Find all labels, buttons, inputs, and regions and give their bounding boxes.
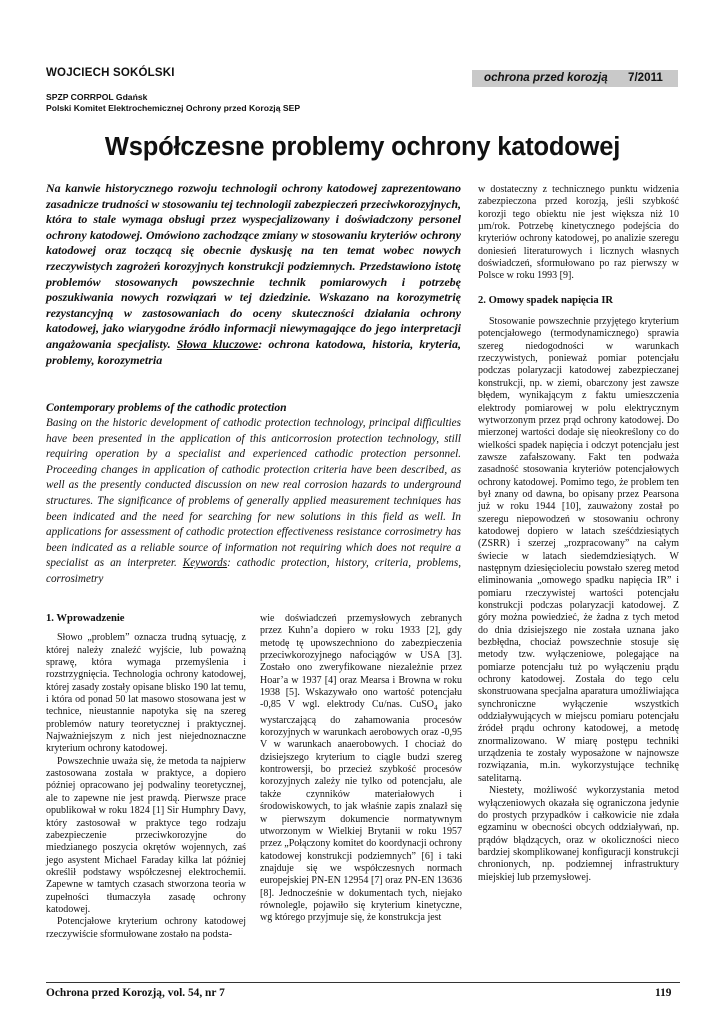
abstract-english-title: Contemporary problems of the cathodic protection xyxy=(46,401,287,414)
section-heading-introduction: 1. Wprowadzenie xyxy=(46,613,125,624)
paragraph: Potencjałowe kryterium ochrony katodowej rzeczywiście sformułowane zostało na podsta- xyxy=(46,916,246,940)
paragraph-part: wie doświadczeń przemysłowych zebranych przez Kuhn’a dopiero w roku 1933 [2], gdy metodę tę upowszechniono do zabezpieczenia przeciwkorozyjnego nafociągów w USA [3]. Zostało ono zweryfikowane niezależnie przez Hoar’a w 1937 [4] oraz Mearsa i Browna w roku 1938 [5]. Wskazywało ono wartość potencjału -0,85 V wgl. elektrody Cu/nas. CuSO xyxy=(260,613,462,711)
body-column-3 xyxy=(478,184,679,884)
subscript: 4 xyxy=(434,704,438,713)
paragraph: Stosowanie powszechnie przyjętego kryterium potencjałowego (termodynamicznego) sprawia szereg niedogodności w warunkach rzeczywistych, ponieważ pomiar potencjału podczas polaryzacji katodowej zabezpieczanej konstrukcji, np. w ziemi, obarczony jest zawsze błędem, wynikającym z faktu umieszczenia elektrody pomiarowej w polu elektrycznym wytworzonym przez prąd ochrony katodowej. Do mierzonej wartości dodaje się nieokreślony co do wielkości spadek napięcia i odczyt potencjału jest zawsze zafałszowany. Fakt ten podważa zasadność stosowania kryteriów potencjałowych ochrony katodowej. Pomimo tego, że problem ten był znany od dawna, bo opisany przez Pearsona już w roku 1944 [10], zauważony został po szeregu niepowodzeń w stosowaniu ochrony katodowej dopiero w latach sześćdziesiątych (ZSRR) i szerzej „rozpracowany” na całym świecie w latach siedemdziesiątych. W następnym dziesięcioleciu powstało szereg metod eliminowania „omowego spadku napięcia IR” i pomiaru rzeczywistej wartości potencjału konstrukcji podczas polaryzacji katodowej. Z góry można powiedzieć, że żadna z tych metod do dnia dzisiejszego nie została uznana jako bezbłędna, chociaż powszechnie stosuje się metody tzw. wyłączeniowe, polegające na pomiarze potencjału tuż po wyłączeniu prądu ochrony katodowej. Została do tego celu skonstruowana specjalna aparatura umożliwiająca synchroniczne wyłączenie wszystkich oddziaływujących w miejscu pomiaru potencjału źródeł prądu ochrony katodowej, a metodę znormalizowano. W miarę postępu techniki urządzenia te zostały wyposażone w najnowsze rozwiązania, m.in. wykorzystujące technikę satelitarną. xyxy=(478,316,679,784)
paragraph xyxy=(260,613,462,925)
paragraph-part: jako wystarczającą do zahamowania procesów korozyjnych w warunkach aerobowych oraz -0,95 V w warunkach anaerobowych. I chociaż do dzisiejszego kryterium to ciągle budzi szereg kontrowersji, bo przecież szybkość procesów korozyjnych zależy nie tylko od potencjału, ale także czynników materiałowych i środowiskowych, to jak właśnie zapis znalazł się w pierwszym dokumencie normatywnym utworzonym w Wielkiej Brytanii w roku 1957 przez „Połączony komitet do koordynacji ochrony katodowej konstrukcji podziemnych” [6] i taki znajduje się we współczesnych normach europejskiej PN-EN 12954 [7] oraz PN-EN 13636 [8]. Jednocześnie w dokumentach tych, niejako równolegle, pojawiło się kryterium kinetyczne, wg którego przyjmuje się, że konstrukcja jest xyxy=(260,699,462,924)
footer-journal: Ochrona przed Korozją, vol. 54, nr 7 xyxy=(46,987,225,999)
body-column-2 xyxy=(260,613,462,925)
section-heading-ir-drop: 2. Omowy spadek napięcia IR xyxy=(478,294,614,306)
paragraph: Słowo „problem” oznacza trudną sytuację, z której należy znaleźć wyjście, lub poważną sprawę, która wymaga przemyślenia i rozstrzygnięcia. Technologia ochrony katodowej, której zasady zostały opisane blisko 190 lat temu, i która od ponad 50 lat masowo stosowana jest w technice, nieustannie napotyka się na szereg problemów natury teoretycznej i praktycznej. Najważniejszym z nich jest niejednoznaczne kryterium ochrony katodowej. xyxy=(46,632,246,755)
paragraph: Niestety, możliwość wykorzystania metod wyłączeniowych okazała się ograniczona jedynie do prostych przypadków i całkowicie nie zdała egzaminu w obecności obcych oddziaływań, np. prądów błądzących, oraz w okoliczności nieco bardziej skomplikowanej konfiguracji konstrukcji chronionych, np. podziemnej infrastruktury miejskiej lub przemysłowej. xyxy=(478,785,679,883)
footer-divider xyxy=(46,982,680,983)
abstract-english-text: Basing on the historic development of cathodic protection technology, principal difficulties have been presented in the application of this anticorrosion protection technology, still requiring operation by a specialist and experienced cathodic protection personnel. Proceeding changes in application of cathodic protection criteria have been described, as well as the presently conducted discussion on new real corrosion hazards to underground structures. The significance of problems of generally applied measurement techniques has been indicated and the need for searching for new solutions in this field as well. In applications for assessment of cathodic protection effectiveness resistance corrosimetry has been indicated as a reliable source of information not requiring which does not require a specialist as an interpreter. xyxy=(46,417,461,570)
journal-name: ochrona przed korozją xyxy=(484,71,608,84)
article-title: Współczesne problemy ochrony katodowej xyxy=(104,133,621,161)
keywords-label-polish: Słowa kluczowe xyxy=(176,336,259,351)
journal-issue: 7/2011 xyxy=(628,71,663,84)
abstract-english xyxy=(46,416,461,588)
keywords-label-english: Keywords xyxy=(182,557,228,570)
page-number: 119 xyxy=(655,987,672,999)
affiliation-company: SPZP CORRPOL Gdańsk xyxy=(46,92,148,102)
keywords-polish: : ochrona katodowa, historia, kryteria, problemy, korozymetria xyxy=(46,336,461,367)
paragraph: Powszechnie uważa się, że metoda ta najpierw zastosowana została w praktyce, a dopiero później opracowano jej podwaliny teoretycznej, ale to zapewne nie jest prawdą. Pierwsze prace opublikował w roku 1824 [1] Sir Humphry Davy, który zastosował w praktyce tego rodzaju zabezpieczenie przeciwkorozyjne do miedzianego poszycia okrętów wojennych, zaś jego asystent Michael Faraday kilka lat później określił podstawy współczesnej elektrochemii. Zapewne w tamtych czasach stworzona teoria w zupełności tłumaczyła zasadę ochrony katodowej. xyxy=(46,755,246,915)
paragraph: w dostateczny z technicznego punktu widzenia zabezpieczona przed korozją, jeśli szybkość korozji tego obiektu nie jest większa niż 10 µm/rok. Potrzebę kinetycznego podejścia do kryteriów ochrony katodowej, po analizie szeregu doniesień literaturowych i licznych własnych doświadczeń, sformułowano po raz pierwszy w Polsce w roku 1993 [9]. xyxy=(478,184,679,282)
affiliation-committee: Polski Komitet Elektrochemicznej Ochrony przed Korozją SEP xyxy=(46,103,301,113)
body-column-1 xyxy=(46,613,246,941)
author-name: WOJCIECH SOKÓLSKI xyxy=(46,67,175,79)
abstract-polish-text: Na kanwie historycznego rozwoju technologii ochrony katodowej zaprezentowano zasadnicze trudności w stosowaniu tej technologii zabezpieczeń przeciwkorozyjnych, która to stale wymaga obsługi przez wyspecjalizowany i doświadczony personel ochrony katodowej. Omówiono zachodzące zmiany w stosowaniu kryteriów ochrony katodowej oraz toczącą się obecnie dyskusję na ten temat wobec nowych rzeczywistych zagrożeń korozyjnych konstrukcji podziemnych. Przedstawiono istotę problemów stosowanych powszechnie technik pomiarowych i potrzebę poszukiwania nowych rozwiązań w tej dziedzinie. Wskazano na korozymetrię rezystancyjną w zastosowaniach do oceny skuteczności działania ochrony katodowej, jako wiarygodne źródło informacji niewymagające do jego interpretacji angażowania specjalisty. xyxy=(46,181,461,351)
abstract-polish xyxy=(46,181,461,368)
keywords-english: : cathodic protection, history, criteria, problems, corrosimetry xyxy=(46,557,462,585)
